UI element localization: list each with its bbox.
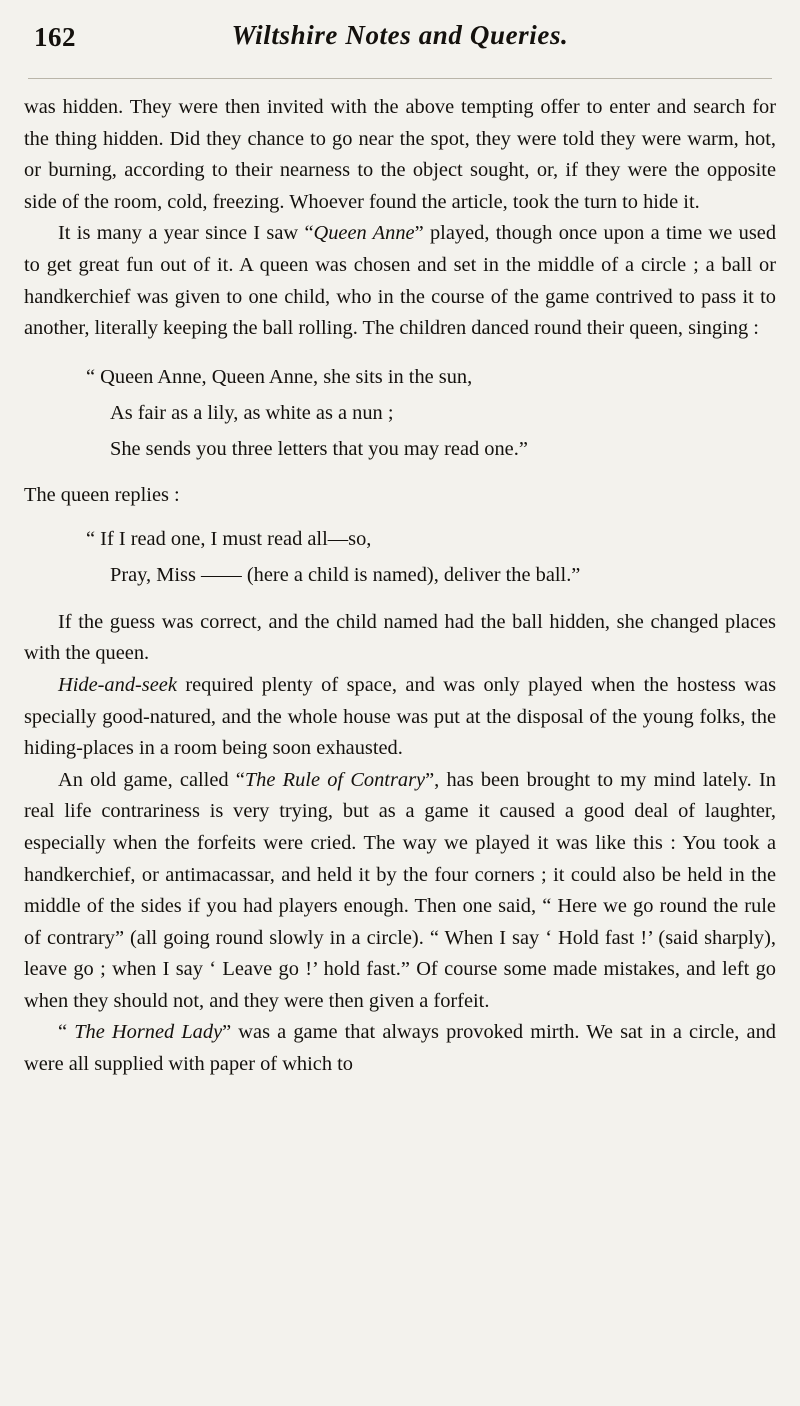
verse-line: As fair as a lily, as white as a nun ; (110, 401, 394, 424)
game-title-hide-and-seek: Hide-and-seek (58, 673, 177, 696)
game-title-horned-lady: The Horned Lady (74, 1021, 223, 1044)
paragraph-horned-lady-text-a: “ (58, 1021, 75, 1044)
running-title: Wiltshire Notes and Queries. (231, 20, 569, 50)
verse-line: Pray, Miss —— (here a child is named), deliver the ball.” (110, 563, 581, 586)
paragraph-rule-of-contrary (24, 765, 776, 1018)
queen-replies-line: The queen replies : (24, 483, 180, 506)
paragraph-queen-anne-text-b: ” played, though once upon a time we used to get great fun out of it. A queen was chosen and set in the middle of a circle ; a ball or handkerchief was given to one child, who in the course of the game contrived to pass it to another, literally keeping the ball rolling. The children danced round their queen, singing : (24, 222, 777, 340)
page-number: 162 (34, 22, 76, 52)
paragraph-queen-anne-text-a: It is many a year since I saw “ (58, 222, 314, 245)
paragraph-rule-of-contrary-text-b: ”, has been brought to my mind lately. In real life contrariness is very trying, but as a game it caused a good deal of laughter, especially when the forfeits were cried. The way we played it was like this : You took a handkerchief, or antimacassar, and held it by the four corners ; it could also be held in the middle of the sides if you had players enough. Then one said, “ Here we go round the rule of contrary” (all going round slowly in a circle). “ When I say ‘ Hold fast !’ (said sharply), leave go ; when I say ‘ Leave go !’ hold fast.” Of course some made mistakes, and left go when they should not, and they were then given a forfeit. (24, 768, 776, 1012)
paragraph-horned-lady-text-b: ” was a game that always provoked mirth. We sat in a circle, and were all supplied with paper of which to (24, 1021, 776, 1076)
paragraph-hide-and-seek (24, 670, 776, 765)
paragraph-horned-lady (24, 1017, 776, 1080)
verse-line: “ If I read one, I must read all—so, (86, 527, 372, 550)
verse-line: She sends you three letters that you may read one.” (110, 437, 528, 460)
page-body (24, 92, 776, 1396)
paragraph-hide-and-seek-text: required plenty of space, and was only played when the hostess was specially good-natured, and the whole house was put at the disposal of the young folks, the hiding-places in a room being soon exhausted. (24, 673, 776, 760)
paragraph-guess: If the guess was correct, and the child named had the ball hidden, she changed places with the queen. (24, 610, 776, 665)
paragraph-rule-of-contrary-text-a: An old game, called “ (58, 768, 245, 791)
header-divider-rule (28, 78, 772, 79)
paragraph-continued: was hidden. They were then invited with the above tempting offer to enter and search for the thing hidden. Did they chance to go near the spot, they were told they were warm, hot, or burning, according to their nearness to the object sought, or, if they were the opposite side of the room, cold, freezing. Whoever found the article, took the turn to hide it. (24, 96, 776, 213)
game-title-rule-of-contrary: The Rule of Contrary (244, 768, 426, 791)
page-header (0, 0, 800, 72)
paragraph-queen-anne (24, 218, 776, 344)
verse-line: “ Queen Anne, Queen Anne, she sits in the sun, (86, 365, 473, 388)
verse-queen-anne (24, 359, 776, 467)
verse-queen-reply (24, 521, 776, 593)
game-title-queen-anne: Queen Anne (313, 222, 415, 245)
